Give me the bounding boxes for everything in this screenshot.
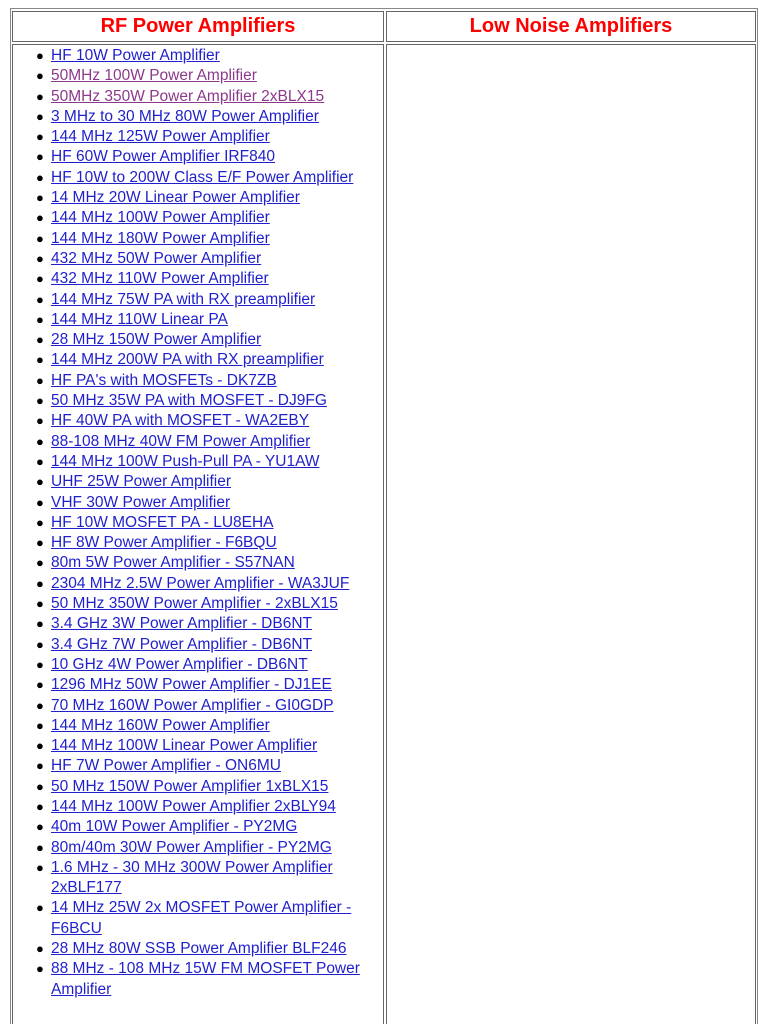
bullet-icon: ● [36,393,44,409]
amplifier-link[interactable]: 3.4 GHz 7W Power Amplifier - DB6NT [51,635,312,653]
list-item [33,635,383,655]
list-item [33,229,383,249]
amplifier-link[interactable]: 2304 MHz 2.5W Power Amplifier - WA3JUF [51,574,350,592]
amplifier-link[interactable]: HF 10W Power Amplifier [51,47,220,64]
list-item [33,858,383,899]
amplifier-link[interactable]: VHF 30W Power Amplifier [51,493,231,511]
amplifier-link[interactable]: 10 GHz 4W Power Amplifier - DB6NT [51,655,308,673]
bullet-icon: ● [36,798,44,814]
bullet-icon: ● [36,961,44,977]
amplifier-link[interactable]: 28 MHz 150W Power Amplifier [51,331,262,349]
amplifier-link[interactable]: 144 MHz 180W Power Amplifier [51,229,270,247]
list-item [33,87,383,107]
amplifier-link[interactable]: 50 MHz 350W Power Amplifier - 2xBLX15 [51,595,338,613]
bullet-icon: ● [36,494,44,510]
bullet-icon: ● [36,677,44,693]
list-item [33,939,383,959]
bullet-icon: ● [36,149,44,165]
amplifier-link[interactable]: 144 MHz 100W Linear Power Amplifier [51,737,318,755]
amplifier-link[interactable]: HF 10W to 200W Class E/F Power Amplifier [51,168,354,186]
list-item [33,574,383,594]
bullet-icon: ● [36,941,44,957]
list-item [33,513,383,533]
amplifier-link[interactable]: 80m/40m 30W Power Amplifier - PY2MG [51,838,332,856]
list-item [33,797,383,817]
list-item [33,838,383,858]
bullet-icon: ● [36,819,44,835]
amplifier-link[interactable]: 1.6 MHz - 30 MHz 300W Power Amplifier 2xBLF177 [51,858,333,897]
bullet-icon: ● [36,332,44,348]
amplifier-link[interactable]: 14 MHz 20W Linear Power Amplifier [51,189,300,207]
amplifier-link[interactable]: 144 MHz 100W Push-Pull PA - YU1AW [51,452,320,470]
list-item [33,777,383,797]
list-item [33,817,383,837]
amplifier-link[interactable]: 144 MHz 200W PA with RX preamplifier [51,351,324,369]
bullet-icon: ● [36,474,44,490]
bullet-icon: ● [36,839,44,855]
bullet-icon: ● [36,514,44,530]
list-item [33,411,383,431]
amplifier-link[interactable]: 144 MHz 100W Power Amplifier [51,209,270,227]
list-item [33,290,383,310]
rf-power-amplifier-list [33,46,383,1000]
amplifier-link[interactable]: 144 MHz 110W Linear PA [51,310,228,328]
amplifier-link[interactable]: 14 MHz 25W 2x MOSFET Power Amplifier - F6BCU [51,899,352,937]
bullet-icon: ● [36,575,44,591]
list-item [33,716,383,736]
amplifier-link[interactable]: 144 MHz 160W Power Amplifier [51,716,270,734]
amplifier-link[interactable]: HF 60W Power Amplifier IRF840 [51,148,275,166]
amplifier-link[interactable]: 432 MHz 50W Power Amplifier [51,249,262,267]
list-item [33,330,383,350]
amplifier-link[interactable]: 80m 5W Power Amplifier - S57NAN [51,554,295,572]
list-item [33,594,383,614]
amplifier-link[interactable]: 3.4 GHz 3W Power Amplifier - DB6NT [51,615,312,633]
bullet-icon: ● [36,433,44,449]
amplifier-link[interactable]: 50MHz 350W Power Amplifier 2xBLX15 [51,87,325,105]
bullet-icon: ● [36,88,44,104]
bullet-icon: ● [36,596,44,612]
list-item [33,66,383,86]
amplifier-link[interactable]: 28 MHz 80W SSB Power Amplifier BLF246 [51,940,347,958]
amplifier-link[interactable]: 70 MHz 160W Power Amplifier - GI0GDP [51,696,334,714]
bullet-icon: ● [36,636,44,652]
bullet-icon: ● [36,190,44,206]
bullet-icon: ● [36,758,44,774]
amplifier-link[interactable]: 50 MHz 35W PA with MOSFET - DJ9FG [51,392,327,410]
amplifier-link[interactable]: HF 10W MOSFET PA - LU8EHA [51,513,274,531]
list-item [33,208,383,228]
list-item [33,959,383,1000]
amplifier-link[interactable]: 3 MHz to 30 MHz 80W Power Amplifier [51,107,319,125]
list-item [33,391,383,411]
bullet-icon: ● [36,271,44,287]
list-item [33,756,383,776]
list-item [33,168,383,188]
bullet-icon: ● [36,717,44,733]
amplifier-link[interactable]: HF PA's with MOSFETs - DK7ZB [51,371,277,389]
list-item [33,493,383,513]
list-item [33,898,383,939]
rf-power-amplifiers-column [12,44,384,1024]
list-item [33,46,383,66]
amplifier-link[interactable]: 40m 10W Power Amplifier - PY2MG [51,818,298,836]
header-low-noise-amplifiers: Low Noise Amplifiers [386,11,756,42]
list-item [33,310,383,330]
amplifier-link[interactable]: HF 8W Power Amplifier - F6BQU [51,534,277,552]
bullet-icon: ● [36,778,44,794]
list-item [33,432,383,452]
list-item [33,655,383,675]
amplifier-link[interactable]: UHF 25W Power Amplifier [51,473,232,491]
list-item [33,614,383,634]
amplifier-link[interactable]: HF 7W Power Amplifier - ON6MU [51,757,281,775]
list-item [33,675,383,695]
amplifier-link[interactable]: 88 MHz - 108 MHz 15W FM MOSFET Power Amplifier [51,960,360,998]
list-item [33,696,383,716]
bullet-icon: ● [36,616,44,632]
bullet-icon: ● [36,535,44,551]
bullet-icon: ● [36,210,44,226]
header-rf-power-amplifiers: RF Power Amplifiers [12,11,384,42]
list-item [33,107,383,127]
bullet-icon: ● [36,230,44,246]
bullet-icon: ● [36,68,44,84]
bullet-icon: ● [36,697,44,713]
bullet-icon: ● [36,453,44,469]
bullet-icon: ● [36,129,44,145]
bullet-icon: ● [36,656,44,672]
bullet-icon: ● [36,372,44,388]
list-item [33,736,383,756]
list-item [33,188,383,208]
bullet-icon: ● [36,250,44,266]
list-item [33,452,383,472]
bullet-icon: ● [36,900,44,916]
list-item [33,553,383,573]
bullet-icon: ● [36,311,44,327]
bullet-icon: ● [36,555,44,571]
bullet-icon: ● [36,413,44,429]
list-item [33,472,383,492]
list-item [33,269,383,289]
bullet-icon: ● [36,859,44,875]
amplifier-link[interactable]: 1296 MHz 50W Power Amplifier - DJ1EE [51,676,332,694]
list-item [33,350,383,370]
amplifier-link[interactable]: 88-108 MHz 40W FM Power Amplifier [51,432,311,450]
amplifier-link[interactable]: 144 MHz 75W PA with RX preamplifier [51,290,316,308]
bullet-icon: ● [36,48,44,63]
list-item [33,147,383,167]
amplifier-link[interactable]: 432 MHz 110W Power Amplifier [51,270,269,288]
list-item [33,249,383,269]
bullet-icon: ● [36,169,44,185]
bullet-icon: ● [36,352,44,368]
amplifier-link[interactable]: 144 MHz 125W Power Amplifier [51,128,270,146]
bullet-icon: ● [36,291,44,307]
list-item [33,533,383,553]
list-item [33,127,383,147]
low-noise-amplifiers-column [386,44,756,1024]
list-item [33,371,383,391]
amplifier-link[interactable]: 50 MHz 150W Power Amplifier 1xBLX15 [51,777,329,795]
amplifier-link[interactable]: HF 40W PA with MOSFET - WA2EBY [51,412,310,430]
amplifier-link[interactable]: 144 MHz 100W Power Amplifier 2xBLY94 [51,797,336,815]
amplifier-link[interactable]: 50MHz 100W Power Amplifier [51,67,257,85]
bullet-icon: ● [36,108,44,124]
bullet-icon: ● [36,738,44,754]
